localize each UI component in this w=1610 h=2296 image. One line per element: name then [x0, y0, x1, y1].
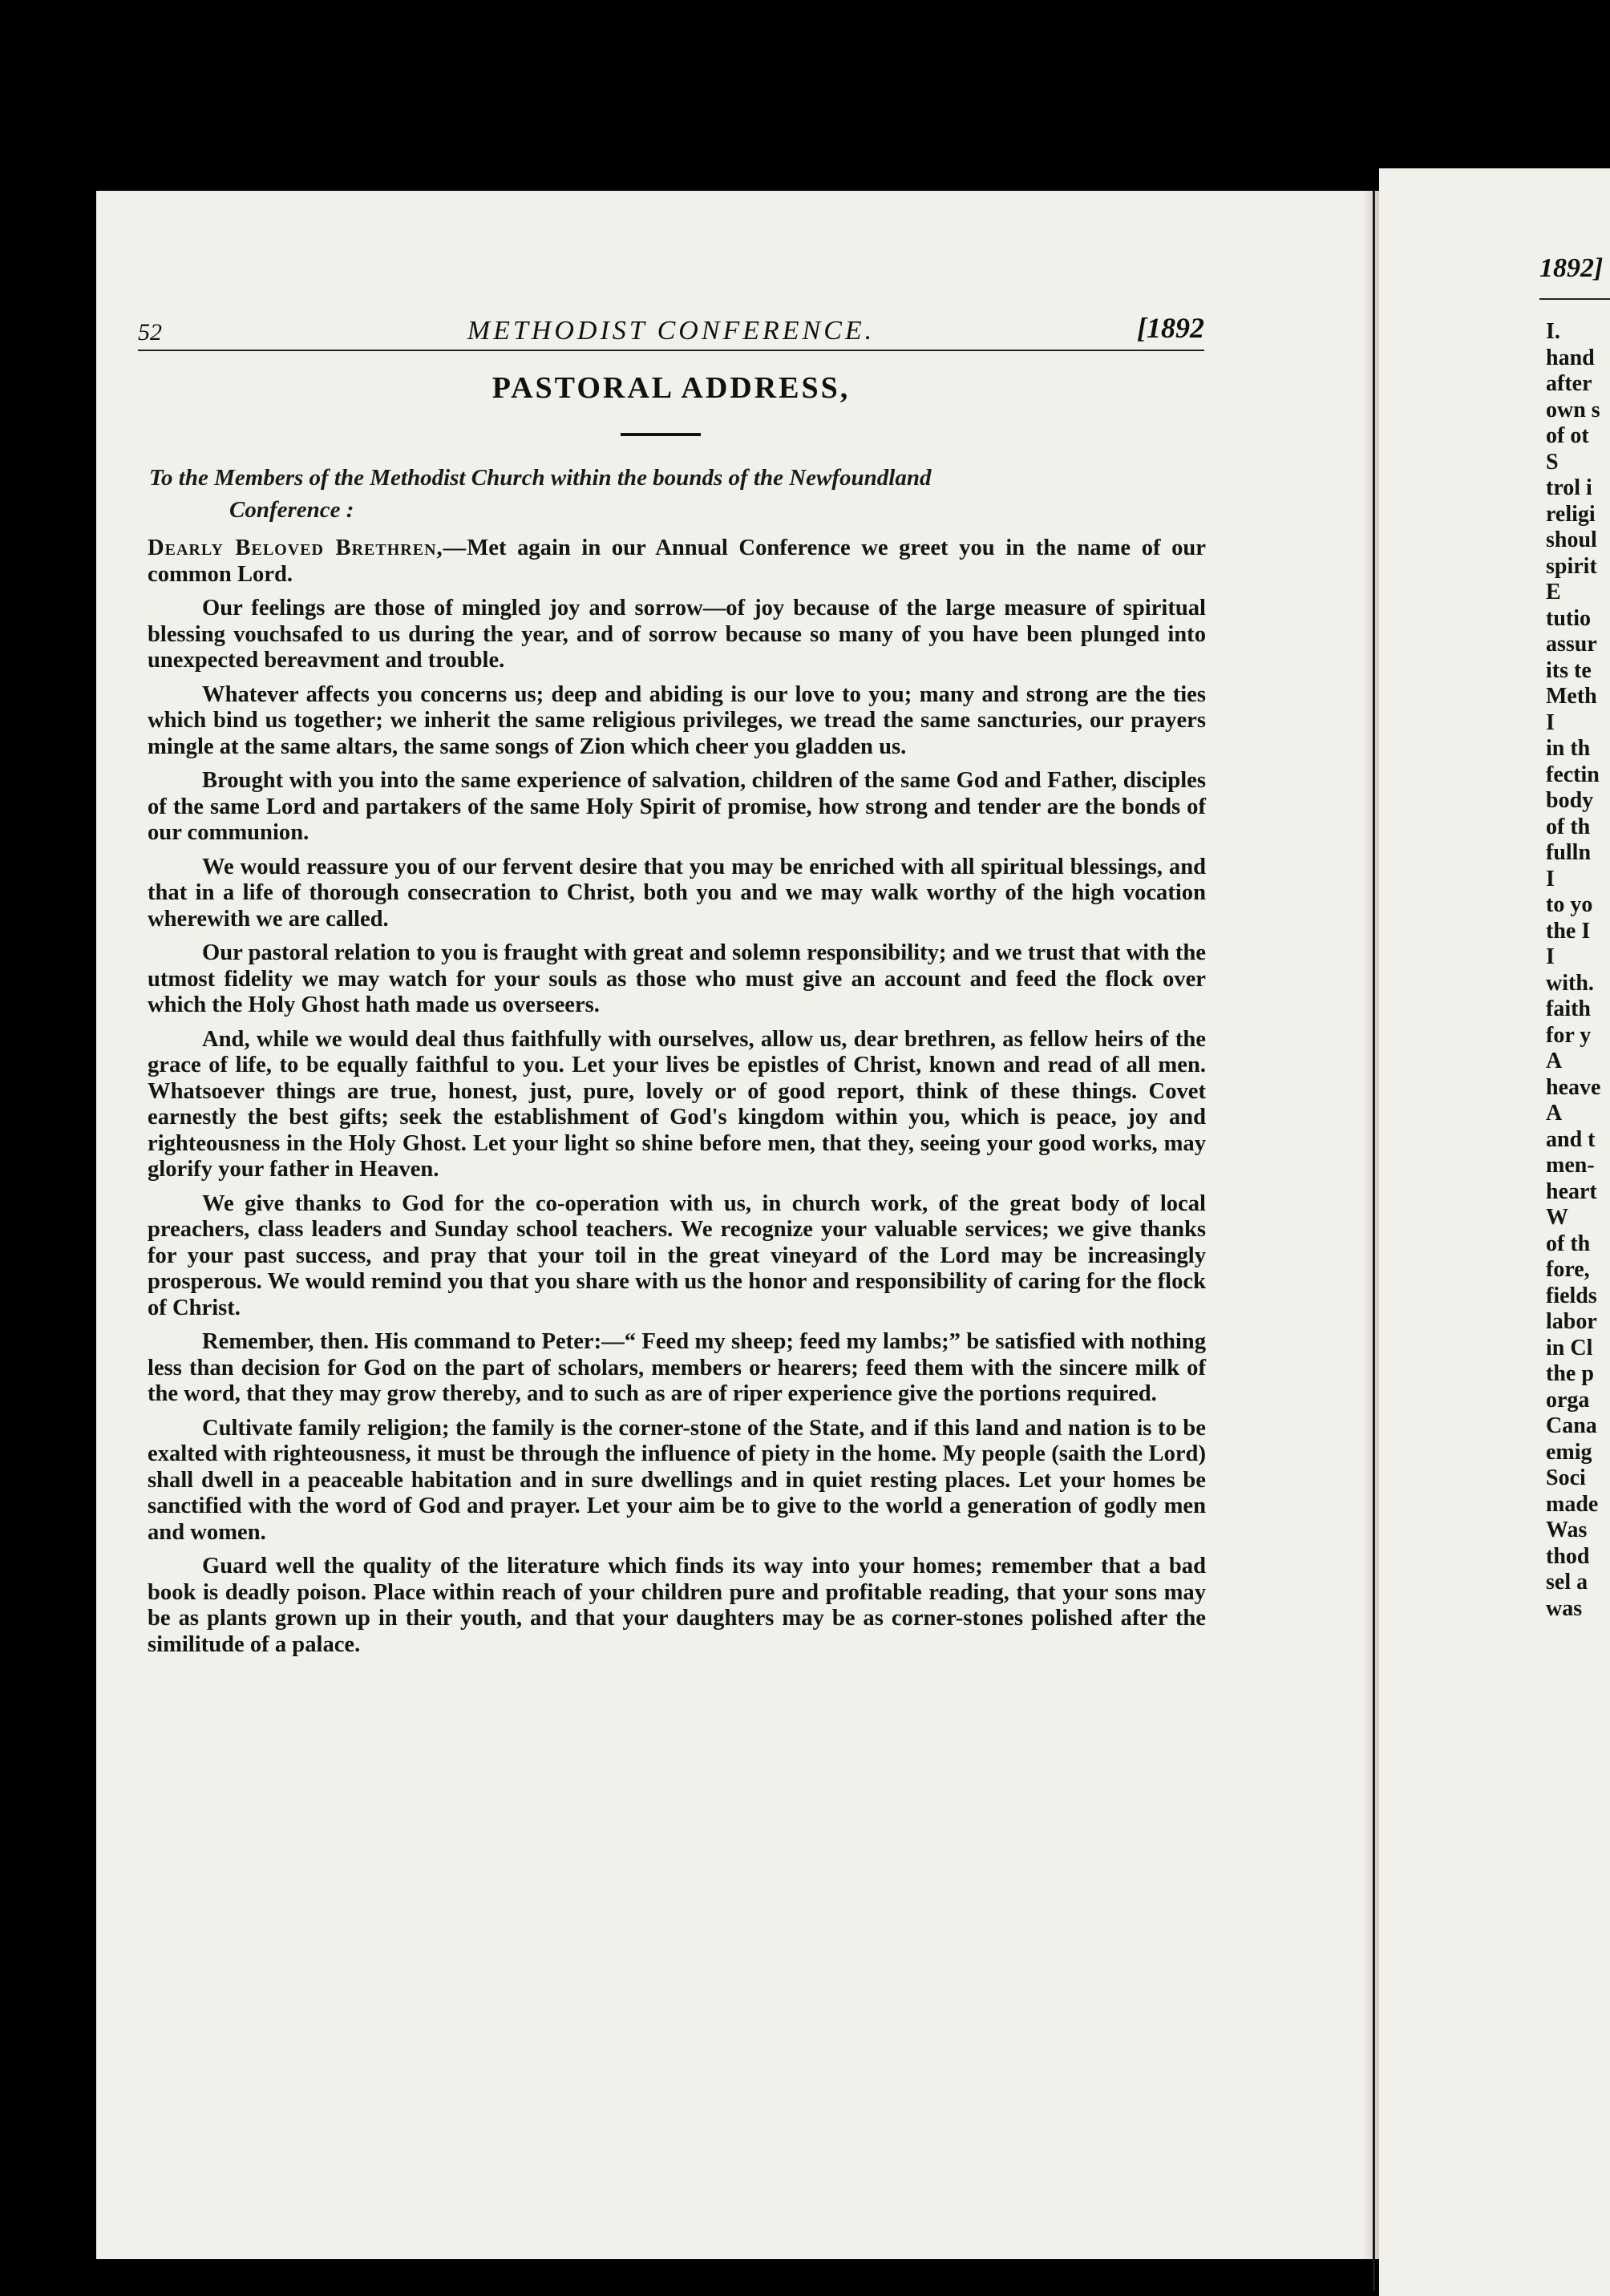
paragraph-text: Met again in our Annual Conference we greet you in the name of our common Lord. [148, 536, 1206, 587]
running-head: METHODIST CONFERENCE. [467, 316, 876, 346]
paragraph: And, while we would deal thus faithfully with ourselves, allow us, dear brethren, as fellow heirs of the grace of life, to be equally faithful to you. Let your lives be epistles of Christ, known and read of all men. Whatsoever things are true, honest, just, pure, lovely or of good report, think of these things. Covet earnestly the best gifts; seek the establishment of God's kingdom within you, which is peace, joy and righteousness in the Holy Ghost. Let your light so shine before men, that they, seeing your good works, may glorify your father in Heaven. [148, 1026, 1206, 1182]
right-page-line: of ot [1546, 423, 1589, 448]
right-page-line: E [1546, 580, 1561, 604]
right-page-line: its te [1546, 657, 1592, 683]
right-page-line: fectin [1546, 762, 1600, 787]
right-page-text-fragments [1546, 319, 1610, 1622]
right-page-line: own s [1546, 397, 1600, 422]
paragraph: Remember, then. His command to Peter:—“ Feed my sheep; feed my lambs;” be satisfied with nothing less than decision for God on the part of scholars, members or hearers; feed them with the sincere milk of the word, that they may grow thereby, and to such as are of riper experience give the portions required. [148, 1329, 1206, 1406]
paragraph: Our pastoral relation to you is fraught with great and solemn responsibility; and we trust that with the utmost fidelity we may watch for your souls as those who must give an account and feed the flock over which the Holy Ghost hath made us overseers. [148, 940, 1206, 1017]
right-page-line: S [1546, 449, 1559, 475]
paragraph [148, 536, 1206, 588]
right-page-line: Meth [1546, 684, 1597, 709]
right-page-line: fore, [1546, 1257, 1590, 1282]
paragraph: Brought with you into the same experience of salvation, children of the same God and Father, disciples of the same Lord and partakers of the same Holy Spirit of promise, how strong and tender are the bonds of our communion. [148, 768, 1206, 845]
title-rule [621, 433, 701, 436]
paragraph: We give thanks to God for the co-operation with us, in church work, of the great body of local preachers, class leaders and Sunday school teachers. We recognize your valuable services; we give thanks for your past success, and pray that your toil in the great vineyard of the Lord may be increasingly prosperous. We would remind you that you share with us the honor and responsibility of caring for the flock of Christ. [148, 1190, 1206, 1320]
right-page-line: in th [1546, 736, 1591, 761]
salutation-line-1: To the Members of the Methodist Church within the bounds of the Newfoundland [149, 465, 932, 491]
right-page-line: emig [1546, 1439, 1592, 1465]
paragraph: Guard well the quality of the literature which finds its way into your homes; remember that a bad book is deadly poison. Place within reach of your children pure and profitable reading, that your sons may be as plants grown up in their youth, and that your daughters may be as corner-stones polished after the similitude of a palace. [148, 1554, 1206, 1657]
address-body [148, 536, 1206, 1666]
right-page-line: W [1546, 1205, 1568, 1230]
right-page-line: A [1546, 1049, 1563, 1073]
right-page-line: assur [1546, 632, 1597, 657]
right-page-line: I. [1546, 319, 1560, 344]
right-page-line: sel a [1546, 1570, 1588, 1595]
page-fold-shadow [1363, 191, 1379, 2259]
right-page-line: the p [1546, 1361, 1594, 1386]
paragraph: Our feelings are those of mingled joy and sorrow—of joy because of the large measure of spiritual blessing vouchsafed to us during the year, and of sorrow because so many of you have been plunged into unexpected bereavment and trouble. [148, 596, 1206, 673]
right-page-line: I [1546, 709, 1555, 735]
right-page-line: men- [1546, 1153, 1595, 1178]
right-page-line: thod [1546, 1543, 1590, 1569]
right-header-rule [1539, 298, 1610, 300]
right-page-line: religi [1546, 501, 1596, 527]
right-page-line: A [1546, 1101, 1563, 1126]
right-page-line: Cana [1546, 1413, 1597, 1438]
right-page-line: heave [1546, 1074, 1601, 1100]
paragraph: We would reassure you of our fervent desire that you may be enriched with all spiritual blessings, and that in a life of thorough consecration to Christ, both you and we may walk worthy of the high vocation wherewith we are called. [148, 854, 1206, 932]
right-page-line: hand [1546, 345, 1595, 370]
page-title: PASTORAL ADDRESS, [491, 371, 851, 405]
right-page-line: orga [1546, 1387, 1590, 1413]
gutter-line [1373, 191, 1375, 2291]
right-page-line: Was [1546, 1518, 1588, 1542]
header-rule [138, 350, 1204, 351]
page-header [138, 305, 1204, 353]
right-page-line: shoul [1546, 528, 1597, 552]
right-page-line: after [1546, 371, 1592, 396]
right-page-line: heart [1546, 1178, 1597, 1204]
right-page-line: was [1546, 1595, 1583, 1621]
paragraph: Cultivate family religion; the family is the corner-stone of the State, and if this land and nation is to be exalted with righteousness, it must be through the influence of piety in the home. My people (saith the Lord) shall dwell in a peaceable habitation and in sure dwellings and in quiet resting places. Let your homes be sanctified with the word of God and prayer. Let your aim be to give to the world a generation of godly men and women. [148, 1415, 1206, 1545]
right-page-line: I [1546, 944, 1555, 969]
salutation [149, 462, 1199, 526]
right-page-line: labor [1546, 1309, 1597, 1334]
page-number: 52 [138, 319, 162, 346]
right-page-line: tutio [1546, 605, 1591, 631]
paragraph-lead: Dearly Beloved Brethren,— [148, 536, 467, 560]
right-page-line: fulln [1546, 840, 1592, 865]
right-page-line: spirit [1546, 553, 1597, 579]
header-year: [1892 [1137, 312, 1204, 344]
salutation-line-2: Conference : [229, 497, 354, 523]
right-page-line: made [1546, 1491, 1599, 1517]
right-page-line: of th [1546, 814, 1591, 839]
right-page-line: I [1546, 866, 1555, 891]
right-page-line: to yo [1546, 892, 1593, 917]
right-page-line: and t [1546, 1126, 1596, 1152]
right-page-line: with. [1546, 970, 1594, 996]
right-page-line: Soci [1546, 1465, 1586, 1490]
right-page-line: body [1546, 788, 1594, 813]
right-page-line: in Cl [1546, 1335, 1593, 1360]
paragraph: Whatever affects you concerns us; deep and abiding is our love to you; many and strong are the ties which bind us together; we inherit the same religious privileges, we tread the same sancturies, our prayers mingle at the same altars, the same songs of Zion which cheer you gladden us. [148, 681, 1206, 759]
right-page-year: 1892] [1539, 253, 1604, 283]
right-page-line: the I [1546, 918, 1591, 944]
right-page-line: faith [1546, 996, 1591, 1021]
right-page-line: trol i [1546, 475, 1592, 500]
right-page-line: of th [1546, 1231, 1591, 1256]
right-page-line: fields [1546, 1283, 1597, 1308]
right-page-line: for y [1546, 1022, 1592, 1048]
